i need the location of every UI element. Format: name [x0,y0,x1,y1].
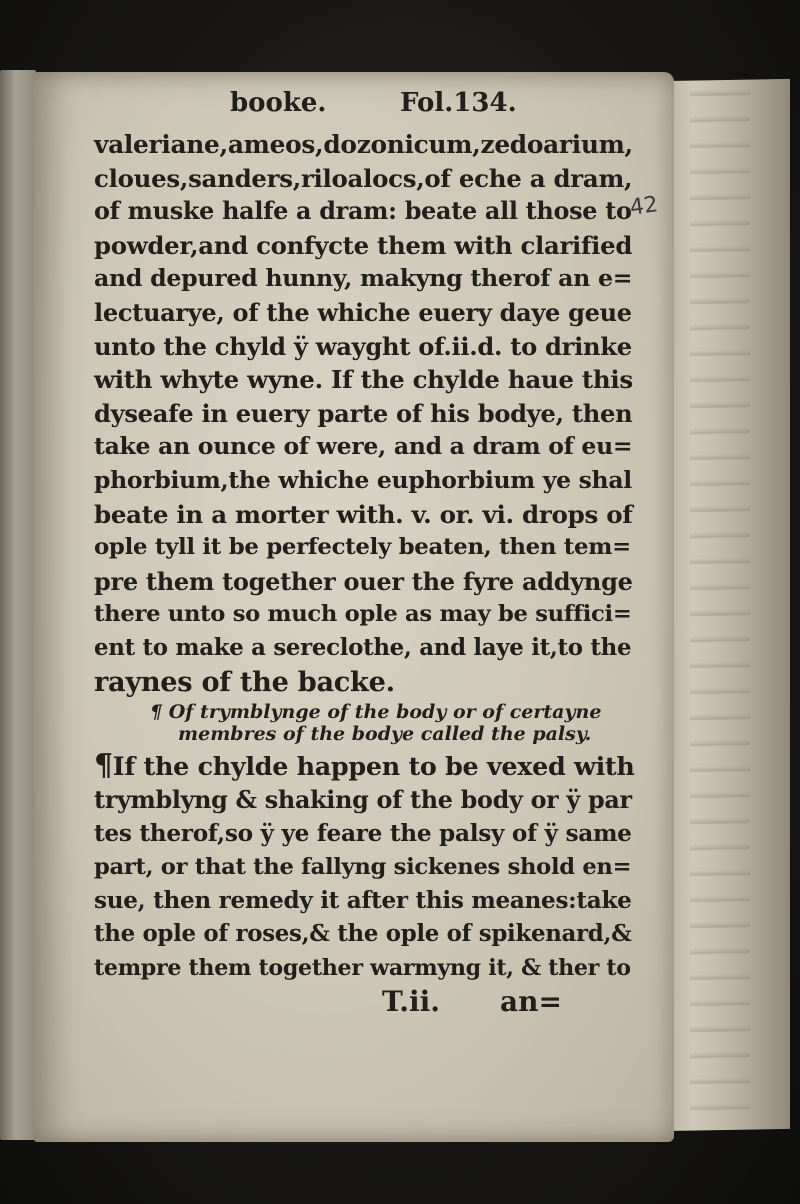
text-line: of muske halfe a dram: beate all those to [94,197,632,226]
paragraph-1 [30,128,650,699]
text-line: sue, then remedy it after this meanes:take [94,887,632,915]
text-line: dyseafe in euery parte of his bodye, then [94,398,633,428]
text-line: there unto so much ople as may be suffici= [94,601,632,628]
running-head: booke. [230,88,327,118]
catchword: an= [500,985,562,1019]
text-line: valeriane,ameos,dozonicum,zedoarium, [94,130,633,159]
text-line: part, or that the fallyng sickenes shold en= [94,853,632,880]
page-text-block [30,88,650,1019]
signature-mark: T.ii. [382,985,440,1019]
paragraph-mark-icon: ¶ [150,701,169,724]
text-line: take an ounce of were, and a dram of eu= [94,432,633,461]
text-line: powder,and confycte them with clarified [94,230,633,260]
text-line: phorbium,the whiche euphorbium ye shal [94,465,632,494]
text-span: If the chylde happen to be vexed with [112,751,635,782]
text-line: the ople of roses,& the ople of spikenard,& [94,921,632,948]
heading-line-2: membres of the bodye called the palsy. [178,723,592,746]
text-line: unto the chyld ÿ wayght of.ii.d. to drinke [94,331,632,361]
page-block-edges [660,79,790,1131]
text-line [30,749,650,784]
text-line: pre them together ouer the fyre addynge [94,566,633,596]
paragraph-mark-icon: ¶ [94,748,113,784]
text-line: beate in a morter with. v. or. vi. drops of [94,499,633,529]
folio-number: Fol.134. [400,88,517,118]
text-line: cloues,sanders,riloalocs,of eche a dram, [94,163,633,193]
page-footer [30,985,650,1019]
text-line: with whyte wyne. If the chylde haue this [94,365,633,395]
text-line: raynes of the backe. [94,665,395,698]
paragraph-2 [30,749,650,985]
text-line: trymblyng & shaking of the body or ÿ par [94,785,632,814]
heading-text: Of trymblynge of the body or of certayne [168,701,602,724]
text-line: lectuarye, of the whiche euery daye geue [94,297,632,327]
text-line: and depured hunny, makyng therof an e= [94,264,633,293]
page-header [30,88,650,128]
text-line: tes therof,so ÿ ye feare the palsy of ÿ same [94,820,632,848]
text-line: ople tyll it be perfectely beaten, then tem= [94,534,631,561]
section-heading [30,701,650,745]
heading-line-1 [30,701,650,723]
text-line: tempre them together warmyng it, & ther to [94,954,631,981]
text-line: ent to make a sereclothe, and laye it,to the [94,634,632,661]
pencil-annotation: 42 [628,192,660,221]
